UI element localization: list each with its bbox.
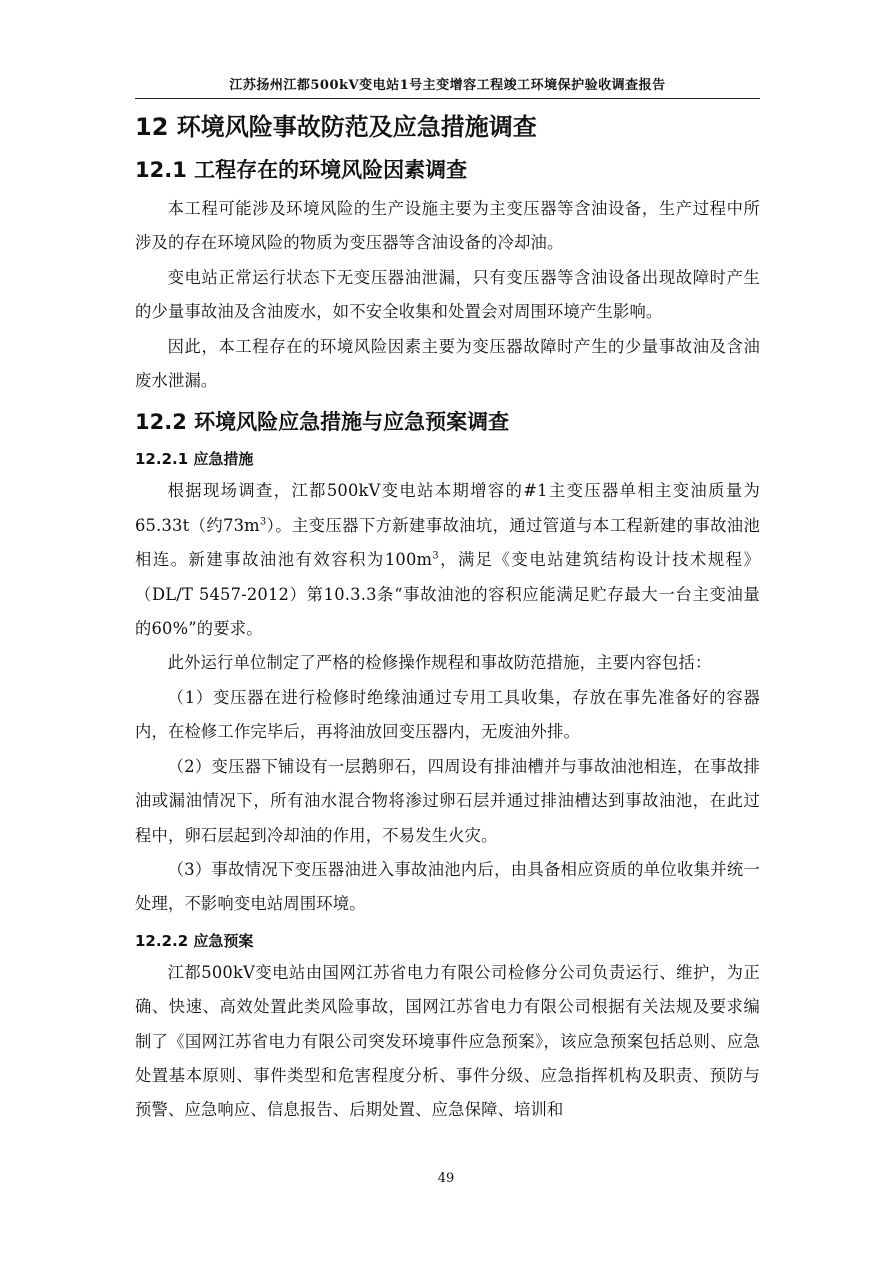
chapter-title: 12 环境风险事故防范及应急措施调查 (135, 113, 537, 141)
superscript: 3 (259, 516, 267, 528)
text-run: ，满足《变电站建筑结构设计技术规程》（DL/T 5457-2012）第10.3.3条“事故油池的容积应能满足贮存最大一台主变油量的60%”的要求。 (135, 550, 760, 639)
subsection-title-12-2-2: 12.2.2 应急预案 (135, 931, 254, 950)
list-item: （3）事故情况下变压器油进入事故油池内后，由具备相应资质的单位收集并统一处理，不影响变电站周围环境。 (135, 859, 760, 914)
paragraph: 此外运行单位制定了严格的检修操作规程和事故防范措施，主要内容包括： (167, 653, 712, 673)
page-number: 49 (437, 1171, 455, 1186)
superscript: 3 (432, 550, 439, 562)
header-rule (135, 98, 760, 99)
list-item: （1）变压器在进行检修时绝缘油通过专用工具收集，存放在事先准备好的容器内，在检修工作完毕后，再将油放回变压器内，无废油外排。 (135, 687, 760, 742)
text-run: ）。主变压器下方新建事故油坑，通过管道与本工程新建的事故油池相连。新建事故油池有效容积为100m (135, 515, 761, 570)
running-header: 江苏扬州江都500kV变电站1号主变增容工程竣工环境保护验收调查报告 (229, 78, 666, 93)
section-title-12-2: 12.2 环境风险应急措施与应急预案调查 (135, 410, 510, 435)
paragraph: 因此，本工程存在的环境风险因素主要为变压器故障时产生的少量事故油及含油废水泄漏。 (135, 336, 760, 391)
section-title-12-1: 12.1 工程存在的环境风险因素调查 (135, 158, 468, 182)
paragraph: 江都500kV变电站由国网江苏省电力有限公司检修分公司负责运行、维护，为正确、快速、高效处置此类风险事故，国网江苏省电力有限公司根据有关法规及要求编制了《国网江苏省电力有限公司突发环境事件应急预案》，该应急预案包括总则、应急处置基本原则、事件类型和危害程度分析、事件分级、应急指挥机构及职责、预防与预警、应急响应、信息报告、后期处置、应急保障、培训和 (135, 962, 760, 1120)
page-content (135, 108, 760, 1128)
paragraph: 变电站正常运行状态下无变压器油泄漏，只有变压器等含油设备出现故障时产生的少量事故油及含油废水，如不安全收集和处置会对周围环境产生影响。 (135, 267, 760, 322)
paragraph: 本工程可能涉及环境风险的生产设施主要为主变压器等含油设备，生产过程中所涉及的存在环境风险的物质为变压器等含油设备的冷却油。 (135, 199, 760, 253)
list-item: （2）变压器下铺设有一层鹅卵石，四周设有排油槽并与事故油池相连，在事故排油或漏油情况下，所有油水混合物将渗过卵石层并通过排油槽达到事故油池，在此过程中，卵石层起到冷却油的作用，不易发生火灾。 (135, 756, 760, 845)
paragraph-oil-capacity (135, 474, 760, 646)
subsection-title-12-2-1: 12.2.1 应急措施 (135, 450, 254, 469)
text-run: 根据现场调查，江都500kV变电站本期增容的#1主变压器单相主变油质量为65.33t（约73m (135, 481, 760, 535)
